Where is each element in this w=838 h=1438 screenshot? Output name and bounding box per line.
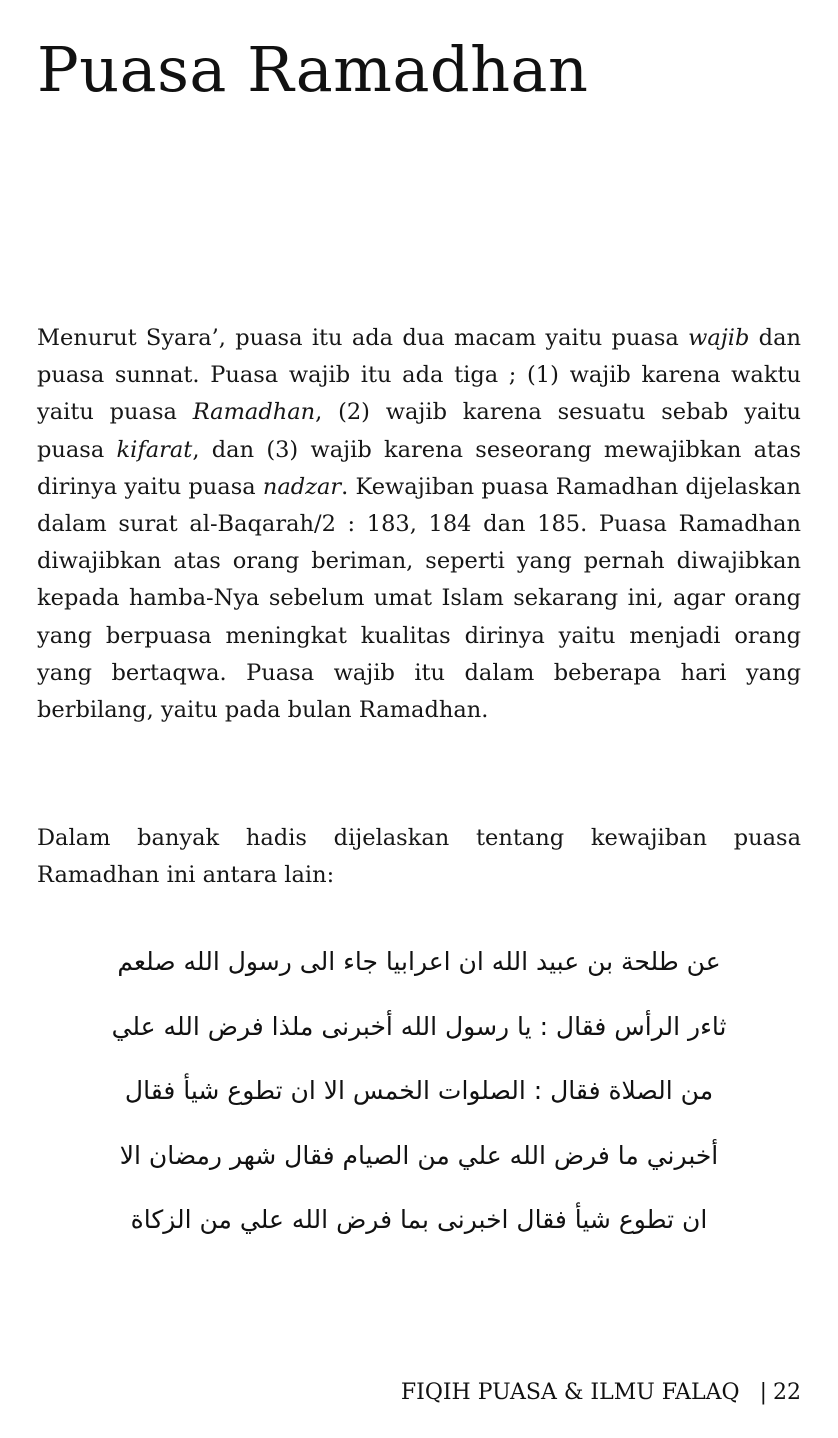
paragraph-text: dan puasa sunnat. Puasa wajib itu ada tiga ; (1) wajib karena waktu yaitu puasa — [37, 325, 801, 426]
italic-term-ramadhan: Ramadhan — [192, 399, 316, 426]
italic-term-nadzar: nadzar — [262, 473, 342, 500]
paragraph-text: , dan (3) wajib karena seseorang mewajibkan atas dirinya yaitu puasa — [37, 436, 801, 500]
body-paragraph-1 — [37, 320, 801, 729]
arabic-line: من الصلاة فقال : الصلوات الخمس الا ان تطوع شيأ فقال — [124, 1076, 714, 1105]
arabic-line: أخبرني ما فرض الله علي من الصيام فقال شهر رمضان الا — [119, 1140, 719, 1170]
page-number: 22 — [773, 1380, 801, 1405]
arabic-line: عن طلحة بن عبيد الله ان اعرابيا جاء الى رسول الله صلعم — [117, 947, 721, 976]
italic-term-wajib: wajib — [688, 325, 750, 351]
body-paragraph-2: Dalam banyak hadis dijelaskan tentang kewajiban puasa Ramadhan ini antara lain: — [37, 825, 801, 889]
footer-book-title: FIQIH PUASA & ILMU FALAQ — [400, 1380, 740, 1405]
paragraph-text: . Kewajiban puasa Ramadhan dijelaskan dalam surat al-Baqarah/2 : 183, 184 dan 185. Puasa Ramadhan diwajibkan atas orang beriman, seperti yang pernah diwajibkan kepada hamba-Nya sebelum umat Islam sekarang ini, agar orang yang berpuasa meningkat kualitas dirinya yaitu menjadi orang yang bertaqwa. Puasa wajib itu dalam beberapa hari yang berbilang, yaitu pada bulan Ramadhan. — [37, 473, 801, 724]
page-footer — [401, 1378, 801, 1408]
paragraph-text: Menurut Syara’, puasa itu ada dua macam yaitu puasa — [37, 325, 689, 351]
page-title: Puasa Ramadhan — [37, 33, 589, 106]
footer-separator: | — [759, 1380, 767, 1405]
arabic-hadith-block — [40, 930, 798, 1253]
arabic-line: ثاءر الرأس فقال : يا رسول الله أخبرنى ملذا فرض الله علي — [111, 1011, 727, 1041]
italic-term-kifarat: kifarat — [116, 436, 193, 463]
paragraph-text: , (2) wajib karena sesuatu sebab yaitu puasa — [37, 399, 801, 463]
arabic-line: ان تطوع شيأ فقال اخبرنى بما فرض الله علي من الزكاة — [130, 1205, 708, 1234]
